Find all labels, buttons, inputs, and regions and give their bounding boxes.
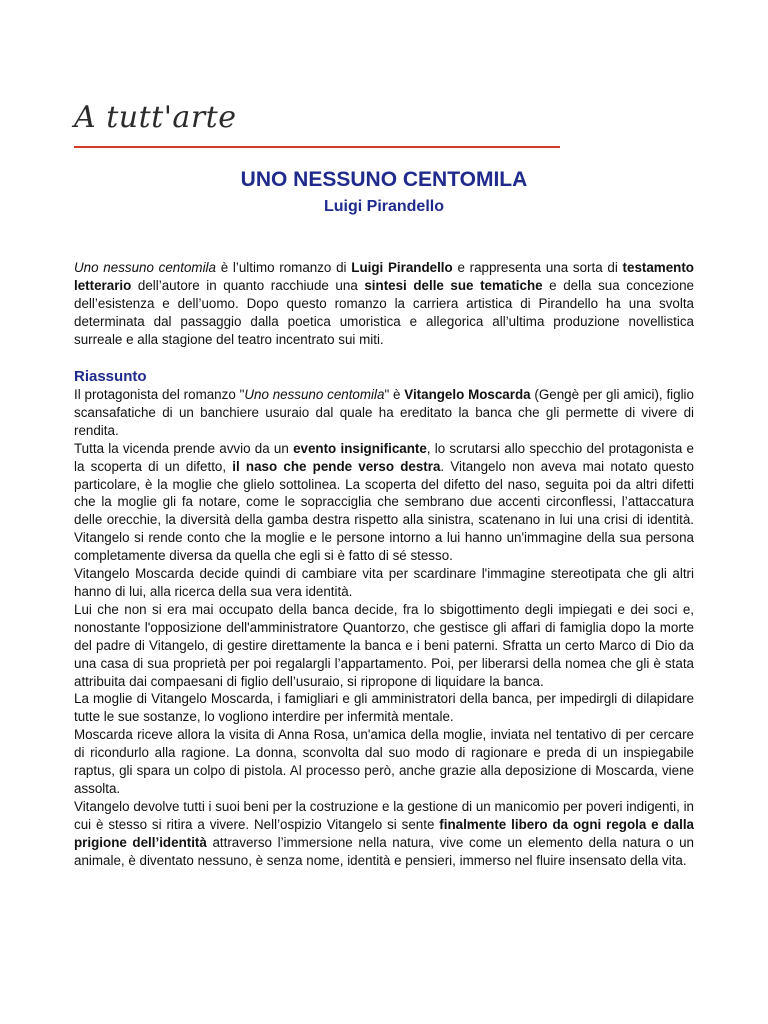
p1-protagonist: Vitangelo Moscarda	[404, 387, 531, 402]
p1-text-a: Il protagonista del romanzo "	[74, 387, 245, 402]
site-logo: A tutt'arte	[74, 100, 237, 135]
summary-paragraph-4: Lui che non si era mai occupato della banca decide, fra lo sbigottimento degli impiegati e dei soci e, nonostante l'opposizione dell'amministratore Quantorzo, che gestisce gli affari di famiglia dopo la morte del padre di Vitangelo, di gestire direttamente la banca e i beni paterni. Sfratta un certo Marco di Dio da una casa di sua proprietà per poi regalargli l’appartamento. Poi, per liberarsi della nomea che gli è stata attribuita dai compaesani di figlio dell’usuraio, si ripropone di liquidare la banca.	[74, 601, 694, 689]
intro-book-title: Uno nessuno centomila	[74, 260, 216, 275]
p1-text-b: " è	[384, 387, 405, 402]
summary-paragraph-3: Vitangelo Moscarda decide quindi di cambiare vita per scardinare l'immagine stereotipata che gli altri hanno di lui, alla ricerca della sua vera identità.	[74, 566, 694, 599]
p2-text-b: , lo scrutarsi allo specchio del protagonista e la scoperta di un difetto,	[74, 440, 694, 474]
document-title: UNO NESSUNO CENTOMILA	[240, 168, 528, 191]
p2-text-c: . Vitangelo non aveva mai notato questo particolare, è la moglie che glielo sottolinea. La scoperta del difetto del naso, seguita poi da altri difetti che la moglie gli fa notare, come le sopracciglia che sembrano due accenti circonflessi, l’attaccatura delle orecchie, la diversità della gamba destra rispetto alla sinistra, scatenano in lui una crisi di identità. Vitangelo si rende conto che la moglie e le persone intorno a lui hanno un'immagine della sua persona completamente diversa da quella che egli si è fatto di sé stesso.	[74, 458, 694, 564]
intro-bold-1: testamento letterario	[74, 260, 694, 293]
summary-paragraph-1	[74, 386, 694, 440]
intro-text-1: è l’ultimo romanzo di	[215, 260, 352, 275]
intro-text-4: e della sua concezione dell’esistenza e dell’uomo. Dopo questo romanzo la carriera artistica di Pirandello ha una svolta determinata dal passaggio dalla poetica umoristica e allegorica all’ultima produzione novellistica surreale e alla stagione del teatro incentrato sui miti.	[74, 277, 694, 347]
summary-heading: Riassunto	[74, 368, 147, 385]
p7-text-a: Vitangelo devolve tutti i suoi beni per la costruzione e la gestione di un manicomio per poveri indigenti, in cui è stesso si ritira a vivere. Nell’ospizio Vitangelo si sente	[74, 798, 694, 832]
p2-text-a: Tutta la vicenda prende avvio da un	[74, 440, 294, 456]
summary-paragraph-2	[74, 440, 694, 565]
intro-author: Luigi Pirandello	[351, 260, 453, 275]
summary-paragraph-6: Moscarda riceve allora la visita di Anna Rosa, un'amica della moglie, inviata nel tentativo di per cercare di ricondurlo alla ragione. La donna, sconvolta dal suo modo di ragionare e preda di un inspiegabile raptus, gli spara un colpo di pistola. Al processo però, anche grazie alla deposizione di Moscarda, viene assolta.	[74, 727, 694, 796]
p7-text-b: attraverso l’immersione nella natura, vive come un elemento della natura o un animale, è diventato nessuno, è senza nome, identità e pensieri, immerso nel fluire insensato della vita.	[74, 834, 694, 868]
intro-bold-2: sintesi delle sue tematiche	[364, 277, 543, 293]
header-divider	[74, 146, 560, 148]
intro-paragraph	[74, 259, 694, 349]
intro-text-3: dell’autore in quanto racchiude una	[131, 277, 365, 293]
p7-bold: finalmente libero da ogni regola e dalla prigione dell’identità	[74, 816, 695, 850]
p2-bold-1: evento insignificante	[293, 440, 427, 456]
summary-paragraph-7	[74, 798, 694, 870]
summary-paragraph-5: La moglie di Vitangelo Moscarda, i famigliari e gli amministratori della banca, per impedirgli di dilapidare tutte le sue sostanze, lo vogliono interdire per infermità mentale.	[74, 691, 694, 725]
intro-text-2: e rappresenta una sorta di	[452, 260, 623, 275]
summary-section	[74, 386, 694, 869]
p1-book-title: Uno nessuno centomila	[244, 387, 385, 402]
p2-bold-2: il naso che pende verso destra	[232, 458, 441, 474]
document-author: Luigi Pirandello	[323, 198, 444, 215]
p1-text-c: (Gengè per gli amici), figlio scansafatiche di un banchiere usuraio dal quale ha ereditato la banca che gli permette di vivere di rendita.	[74, 387, 694, 438]
